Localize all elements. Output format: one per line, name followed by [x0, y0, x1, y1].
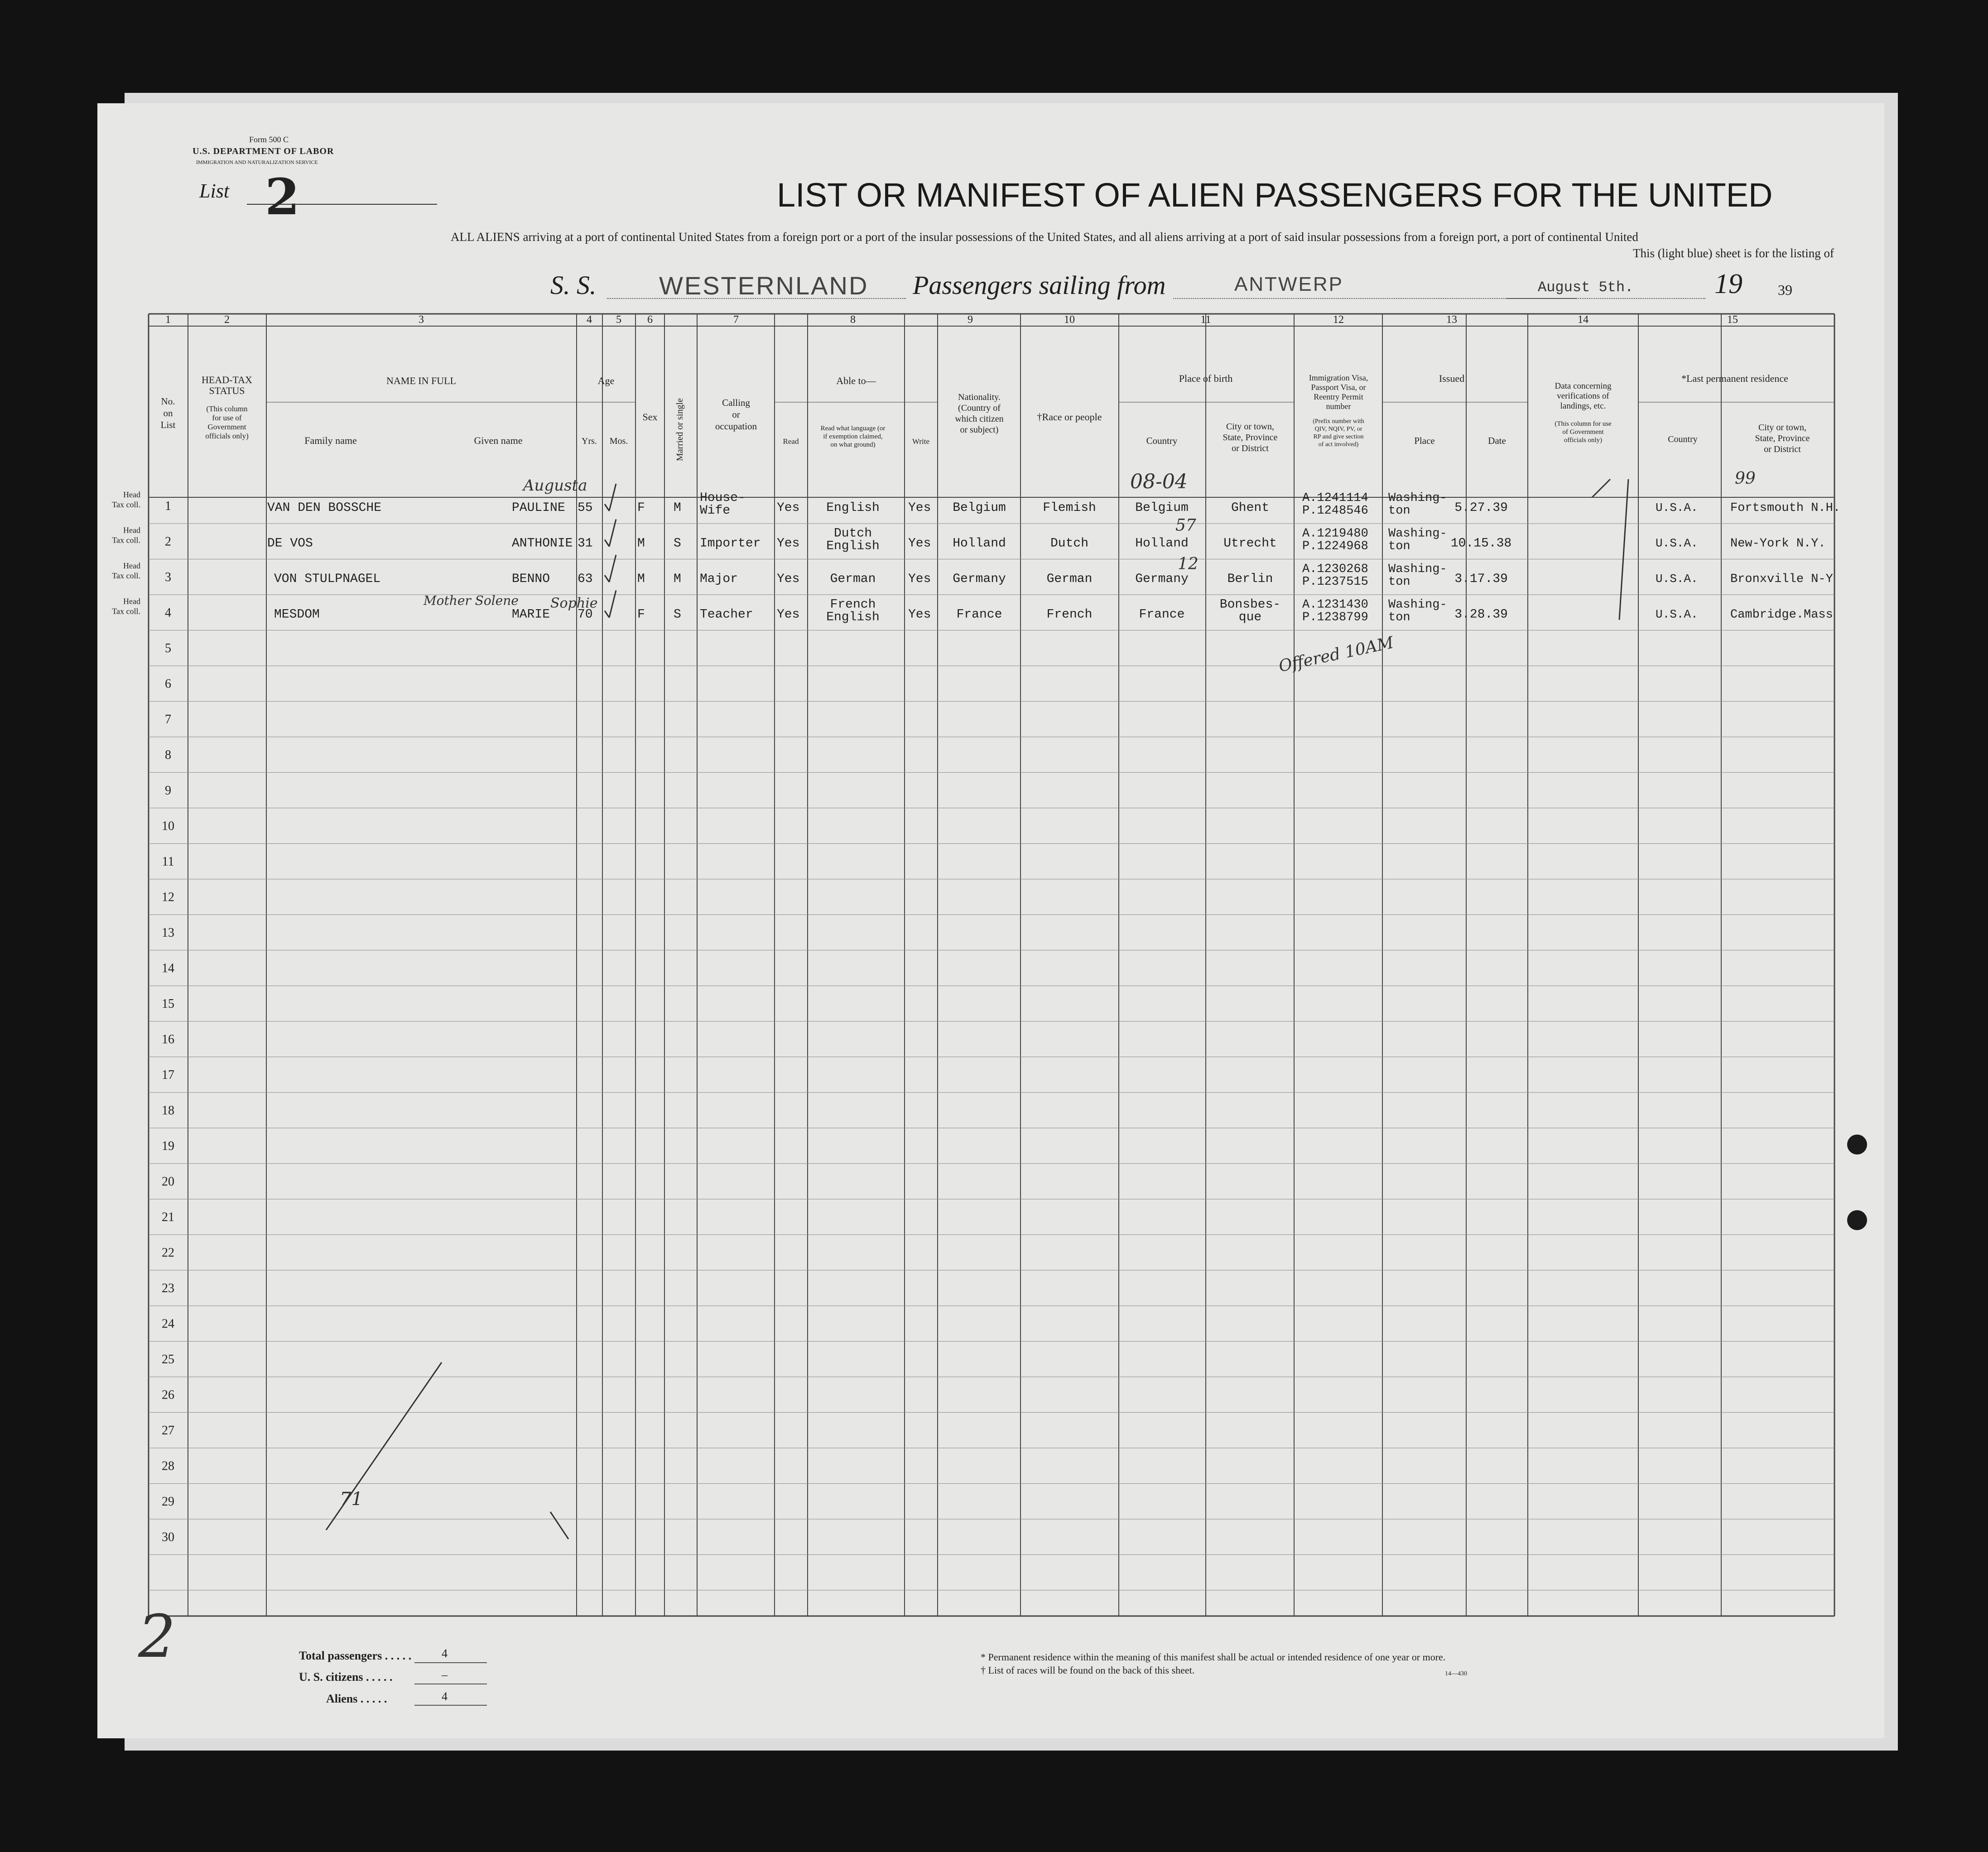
passenger-can-write: Yes: [908, 536, 931, 551]
passenger-visa-p: P.1237515: [1302, 575, 1368, 589]
row-number: 10: [162, 819, 174, 833]
header-visa: number: [1326, 402, 1351, 411]
header-race: †Race or people: [1037, 411, 1102, 423]
row-number: 5: [165, 641, 171, 655]
row-number: 3: [165, 570, 171, 584]
header-head-tax-note: Government: [207, 423, 246, 431]
header-nationality: which citizen: [955, 414, 1004, 424]
header-nationality: or subject): [960, 425, 999, 435]
passenger-occupation: Wife: [700, 504, 731, 518]
department-name: U.S. DEPARTMENT OF LABOR: [193, 146, 334, 156]
header-mos: Mos.: [609, 436, 628, 446]
header-family-name: Family name: [304, 435, 357, 446]
margin-tax-note: Tax coll.: [112, 606, 140, 616]
header-residence-city: or District: [1764, 444, 1801, 454]
service-name: IMMIGRATION AND NATURALIZATION SERVICE: [196, 159, 318, 165]
tally-mark-icon: [1619, 479, 1628, 620]
passenger-language: English: [826, 501, 880, 515]
header-head-tax-note: officials only): [205, 432, 249, 440]
passenger-issued-place: ton: [1388, 539, 1410, 553]
list-label: List: [199, 180, 230, 202]
passenger-residence-country: U.S.A.: [1656, 572, 1698, 586]
header-birth-city: or District: [1232, 443, 1269, 453]
header-no-on-list: List: [160, 419, 176, 430]
header-read-language: if exemption claimed,: [823, 433, 883, 440]
row-number: 29: [162, 1495, 174, 1509]
passenger-birth-country: Belgium: [1135, 501, 1189, 515]
passenger-residence-city: Bronxville N-Y: [1730, 572, 1833, 586]
header-birth-city: City or town,: [1226, 422, 1275, 432]
margin-tax-note: Tax coll.: [112, 535, 140, 545]
passenger-visa-a: A.1231430: [1302, 598, 1368, 612]
header-birth-country: Country: [1146, 435, 1178, 446]
passenger-given-name: MARIE: [512, 607, 550, 622]
passenger-visa-a: A.1219480: [1302, 527, 1368, 541]
passenger-issued-date: 10.15.38: [1450, 536, 1512, 551]
passenger-issued-date: 3.28.39: [1454, 607, 1508, 622]
header-nationality: (Country of: [958, 403, 1001, 413]
passenger-birth-country: Holland: [1135, 536, 1189, 551]
row-number: 2: [165, 534, 171, 549]
list-number: 2: [265, 168, 300, 226]
header-no-on-list: on: [163, 408, 173, 419]
header-no-on-list: No.: [161, 396, 175, 407]
passenger-marital-status: M: [674, 501, 681, 515]
margin-head-note: Head: [123, 561, 140, 570]
check-mark-icon: [605, 504, 609, 511]
passenger-family-name: MESDOM: [274, 607, 320, 622]
passenger-visa-p: P.1248546: [1302, 504, 1368, 518]
row-number: 15: [162, 997, 174, 1011]
passenger-birth-country: Germany: [1135, 572, 1189, 586]
header-name-in-full: NAME IN FULL: [386, 375, 456, 386]
header-head-tax-note: (This column: [206, 404, 248, 413]
row-number: 12: [162, 890, 174, 904]
passenger-can-read: Yes: [777, 536, 800, 551]
passenger-can-write: Yes: [908, 501, 931, 515]
header-sex: Sex: [642, 411, 658, 423]
passenger-nationality: Belgium: [953, 501, 1006, 515]
header-data-note: (This column for use: [1555, 420, 1612, 428]
passenger-birth-city: que: [1238, 610, 1262, 625]
handwritten-family-name: Mother Solene: [424, 593, 519, 608]
passenger-can-read: Yes: [777, 501, 800, 515]
header-data-concerning: landings, etc.: [1560, 401, 1606, 411]
passenger-language: Dutch: [833, 526, 872, 541]
passenger-occupation: House-: [700, 491, 746, 505]
passenger-visa-p: P.1238799: [1302, 611, 1368, 625]
margin-tax-note: Tax coll.: [112, 500, 140, 509]
footnote-races: † List of races will be found on the back of this sheet.: [981, 1664, 1195, 1676]
passenger-issued-place: Washing-: [1388, 527, 1447, 541]
passenger-marital-status: S: [674, 536, 681, 551]
check-mark-icon: [605, 611, 609, 618]
us-citizens-value: –: [442, 1668, 448, 1681]
passenger-occupation: Major: [700, 572, 738, 586]
margin-head-note: Head: [123, 490, 140, 499]
passenger-issued-place: ton: [1388, 575, 1410, 589]
header-calling: Calling: [722, 397, 750, 408]
header-read: Read: [783, 437, 799, 446]
column-number: 4: [587, 314, 592, 326]
margin-tax-note: Tax coll.: [112, 571, 140, 580]
passenger-issued-date: 3.17.39: [1454, 572, 1508, 586]
row-number: 20: [162, 1174, 174, 1189]
passenger-birth-city: Utrecht: [1223, 536, 1277, 551]
row-number: 4: [165, 606, 171, 620]
column-number: 6: [647, 314, 653, 326]
column-number: 8: [850, 314, 856, 326]
port-name: ANTWERP: [1234, 273, 1343, 295]
header-data-note: of Government: [1562, 428, 1604, 436]
row-number: 25: [162, 1352, 174, 1366]
header-read-language: Read what language (or: [820, 425, 886, 432]
row-number: 19: [162, 1139, 174, 1153]
passenger-age: 55: [578, 501, 593, 515]
passenger-issued-place: Washing-: [1388, 563, 1447, 576]
header-able-to: Able to—: [836, 375, 876, 386]
passenger-sex: M: [637, 536, 645, 551]
header-read-language: on what ground): [830, 441, 876, 448]
passenger-marital-status: S: [674, 607, 681, 622]
punch-hole-2: [1847, 1210, 1867, 1230]
passenger-language: English: [826, 539, 880, 553]
column-number: 10: [1064, 314, 1075, 326]
header-head-tax: STATUS: [209, 385, 245, 396]
footnote-residence: * Permanent residence within the meaning of this manifest shall be actual or intended residence of one year or more.: [981, 1651, 1446, 1663]
passenger-visa-p: P.1224968: [1302, 539, 1368, 553]
total-line: [414, 1662, 487, 1663]
passenger-given-name: PAULINE: [512, 501, 565, 515]
handwritten-given-name: Sophie: [550, 595, 598, 611]
total-passengers-value: 4: [442, 1647, 448, 1660]
passenger-residence-country: U.S.A.: [1656, 536, 1698, 550]
passenger-family-name: VAN DEN BOSSCHE: [267, 501, 382, 515]
passenger-nationality: France: [956, 607, 1002, 622]
ship-name: WESTERNLAND: [659, 271, 869, 300]
passenger-can-read: Yes: [777, 607, 800, 622]
passenger-nationality: Holland: [953, 536, 1006, 551]
passenger-issued-place: ton: [1388, 611, 1410, 625]
header-issued-place: Place: [1414, 435, 1435, 446]
row-number: 21: [162, 1210, 174, 1224]
sailing-label: Passengers sailing from: [913, 270, 1166, 300]
passenger-age: 31: [578, 536, 593, 551]
handwritten-given-name: Augusta: [523, 476, 587, 495]
passenger-marital-status: M: [674, 572, 681, 586]
handwritten-code: 12: [1178, 555, 1199, 573]
passenger-race: French: [1046, 607, 1093, 622]
header-calling: or: [732, 409, 740, 420]
column-number: 2: [224, 314, 230, 326]
row-number: 9: [165, 784, 171, 798]
passenger-given-name: ANTHONIE: [512, 536, 573, 551]
pen-stroke-icon: [326, 1362, 442, 1530]
column-number: 12: [1333, 314, 1344, 326]
header-visa: Passport Visa, or: [1311, 383, 1366, 392]
passenger-birth-country: France: [1139, 607, 1185, 622]
year-suffix: 39: [1778, 282, 1792, 298]
subtitle-line1: ALL ALIENS arriving at a port of continental United States from a foreign port or a port of the insular possessions of the United States, and all aliens arriving at a port of said insular possessions from a foreign port, a port of continental United: [451, 230, 1638, 244]
manifest-sheet: [97, 103, 1884, 1738]
header-data-note: officials only): [1564, 437, 1603, 444]
header-residence-city: City or town,: [1758, 423, 1807, 433]
aliens-line: [414, 1705, 487, 1706]
passenger-birth-city: Ghent: [1231, 501, 1270, 515]
header-age: Age: [597, 375, 615, 386]
margin-head-note: Head: [123, 525, 140, 535]
margin-head-note: Head: [123, 596, 140, 606]
row-number: 30: [162, 1530, 174, 1544]
header-head-tax: HEAD-TAX: [202, 374, 252, 385]
header-visa-note: RP and give section: [1313, 433, 1364, 440]
passenger-birth-city: Bonsbes-: [1219, 597, 1281, 612]
row-number: 28: [162, 1459, 174, 1473]
row-number: 7: [165, 712, 171, 726]
column-number: 9: [968, 314, 973, 326]
punch-hole-1: [1847, 1135, 1867, 1154]
check-mark-icon: [605, 540, 609, 547]
header-residence-country: Country: [1668, 434, 1698, 444]
passenger-language: German: [830, 572, 876, 586]
form-code: 14—430: [1445, 1670, 1467, 1677]
header-visa-note: (Prefix number with: [1313, 418, 1364, 425]
column-number: 7: [733, 314, 739, 326]
header-calling: occupation: [715, 421, 757, 432]
row-number: 26: [162, 1388, 174, 1402]
row-number: 13: [162, 926, 174, 940]
passenger-age: 70: [578, 607, 593, 622]
header-visa-note: QIV, NQIV, PV, or: [1314, 426, 1362, 433]
header-nationality: Nationality.: [958, 392, 1001, 402]
passenger-birth-city: Berlin: [1227, 572, 1273, 586]
header-visa: Reentry Permit: [1314, 392, 1363, 401]
row-number: 14: [162, 961, 174, 976]
passenger-can-write: Yes: [908, 607, 931, 622]
header-data-concerning: Data concerning: [1555, 381, 1612, 391]
header-last-residence: *Last permanent residence: [1681, 373, 1788, 384]
row-number: 18: [162, 1103, 174, 1118]
handwritten-mark: 2: [138, 1602, 176, 1671]
handwritten-note: 71: [340, 1489, 363, 1510]
total-passengers-label: Total passengers . . . . .: [299, 1649, 412, 1662]
passenger-race: German: [1046, 572, 1093, 586]
header-visa-note: of act involved): [1318, 441, 1359, 448]
passenger-nationality: Germany: [953, 572, 1006, 586]
row-number: 17: [162, 1068, 174, 1082]
passenger-issued-place: ton: [1388, 504, 1410, 518]
form-number: Form 500 C: [249, 135, 289, 144]
passenger-sex: F: [637, 501, 645, 515]
column-number: 15: [1727, 314, 1738, 326]
header-write: Write: [912, 437, 930, 446]
aliens-label: Aliens . . . . .: [326, 1692, 387, 1705]
passenger-occupation: Teacher: [700, 607, 753, 622]
manifest-table: [97, 103, 1884, 1738]
passenger-language: French: [830, 597, 876, 612]
row-number: 27: [162, 1424, 174, 1438]
header-residence-city: State, Province: [1755, 433, 1810, 443]
year-prefix: 19: [1714, 269, 1743, 299]
handwritten-note: Offered 10AM: [1277, 633, 1396, 676]
header-married: Married or single: [675, 398, 685, 461]
us-citizens-label: U. S. citizens . . . . .: [299, 1670, 393, 1684]
passenger-can-write: Yes: [908, 572, 931, 586]
column-number: 14: [1578, 314, 1588, 326]
passenger-residence-city: New-York N.Y.: [1730, 537, 1826, 551]
handwritten-code: 08-04: [1130, 470, 1188, 493]
ss-label: S. S.: [550, 270, 597, 300]
passenger-residence-city: Cambridge.Mass: [1730, 608, 1833, 622]
passenger-visa-a: A.1230268: [1302, 563, 1368, 576]
header-data-concerning: verifications of: [1557, 391, 1609, 401]
row-number: 6: [165, 677, 171, 691]
header-issued: Issued: [1439, 373, 1465, 384]
passenger-issued-place: Washing-: [1388, 491, 1447, 505]
header-given-name: Given name: [474, 435, 523, 446]
column-number: 13: [1446, 314, 1457, 326]
sailing-date: August 5th.: [1538, 279, 1634, 296]
row-number: 11: [162, 855, 174, 869]
column-number: 1: [165, 314, 171, 326]
row-number: 23: [162, 1281, 174, 1295]
check-mark-icon: [605, 575, 609, 582]
tally-mark-icon: [1592, 479, 1610, 497]
passenger-age: 63: [578, 572, 593, 586]
column-number: 5: [616, 314, 621, 326]
header-place-of-birth: Place of birth: [1179, 373, 1233, 384]
passenger-can-read: Yes: [777, 572, 800, 586]
passenger-residence-country: U.S.A.: [1656, 501, 1698, 515]
row-number: 22: [162, 1246, 174, 1260]
header-issued-date: Date: [1488, 435, 1506, 446]
passenger-issued-date: 5.27.39: [1454, 501, 1508, 515]
row-number: 1: [165, 499, 171, 513]
header-yrs: Yrs.: [582, 436, 597, 446]
handwritten-code: 99: [1735, 469, 1756, 488]
passenger-sex: M: [637, 572, 645, 586]
passenger-occupation: Importer: [700, 536, 761, 551]
subtitle-line2: This (light blue) sheet is for the listing of: [1633, 246, 1834, 260]
passenger-residence-country: U.S.A.: [1656, 607, 1698, 621]
passenger-given-name: BENNO: [512, 572, 550, 586]
passenger-visa-a: A.1241114: [1302, 491, 1368, 505]
pen-stroke-icon: [550, 1512, 568, 1539]
header-birth-city: State, Province: [1223, 433, 1278, 443]
column-number: 11: [1200, 314, 1211, 326]
passenger-family-name: DE VOS: [267, 536, 313, 551]
header-visa: Immigration Visa,: [1309, 373, 1368, 382]
handwritten-code: 57: [1175, 516, 1196, 535]
row-number: 24: [162, 1317, 174, 1331]
column-number: 3: [419, 314, 424, 326]
aliens-value: 4: [442, 1690, 448, 1703]
passenger-residence-city: Fortsmouth N.H.: [1730, 501, 1841, 515]
passenger-issued-place: Washing-: [1388, 598, 1447, 612]
passenger-race: Dutch: [1050, 536, 1089, 551]
passenger-race: Flemish: [1043, 501, 1096, 515]
passenger-language: English: [826, 610, 880, 625]
row-number: 8: [165, 748, 171, 762]
passenger-family-name: VON STULPNAGEL: [274, 572, 381, 586]
header-head-tax-note: for use of: [212, 414, 242, 422]
row-number: 16: [162, 1032, 174, 1047]
page-title: LIST OR MANIFEST OF ALIEN PASSENGERS FOR THE UNITED: [777, 176, 1773, 214]
passenger-sex: F: [637, 607, 645, 622]
